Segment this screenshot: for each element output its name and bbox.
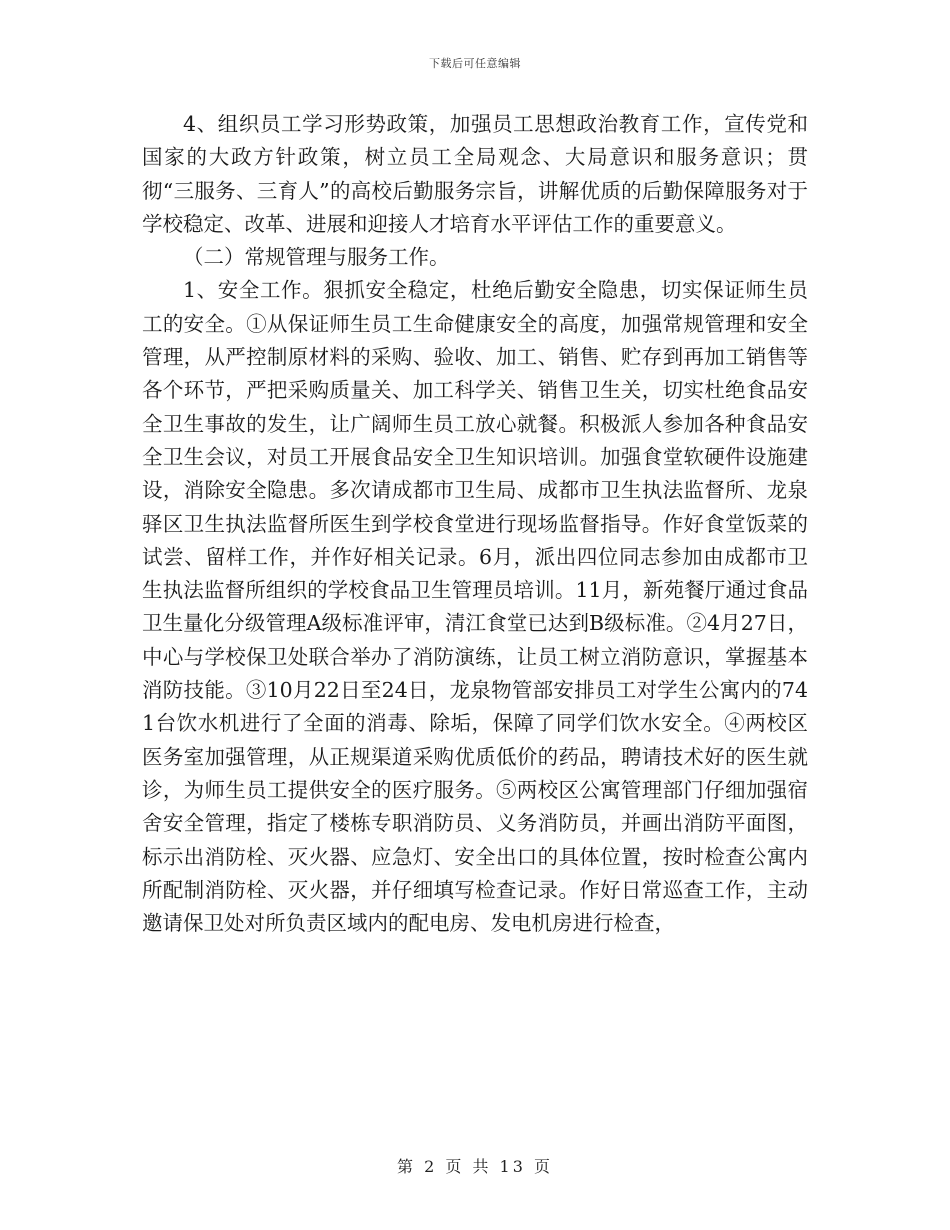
section-heading-routine-management: （二）常规管理与服务工作。 — [183, 245, 450, 270]
document-body — [142, 108, 808, 940]
paragraph-safety-work: 1、安全工作。狠抓安全稳定，杜绝后勤安全隐患，切实保证师生员工的安全。①从保证师生员工生命健康安全的高度，加强常规管理和安全管理，从严控制原材料的采购、验收、加工、销售、贮存到再加工销售等各个环节，严把采购质量关、加工科学关、销售卫生关，切实杜绝食品安全卫生事故的发生，让广阔师生员工放心就餐。积极派人参加各种食品安全卫生会议，对员工开展食品安全卫生知识培训。加强食堂软硬件设施建设，消除安全隐患。多次请成都市卫生局、成都市卫生执法监督所、龙泉驿区卫生执法监督所医生到学校食堂进行现场监督指导。作好食堂饭菜的试尝、留样工作，并作好相关记录。6月，派出四位同志参加由成都市卫生执法监督所组织的学校食品卫生管理员培训。11月，新苑餐厅通过食品卫生量化分级管理A级标准评审，清江食堂已达到B级标准。②4月27日，中心与学校保卫处联合举办了消防演练，让员工树立消防意识，掌握基本消防技能。③10月22日至24日，龙泉物管部安排员工对学生公寓内的741台饮水机进行了全面的消毒、除垢，保障了同学们饮水安全。④两校区医务室加强管理，从正规渠道采购优质低价的药品，聘请技术好的医生就诊，为师生员工提供安全的医疗服务。⑤两校区公寓管理部门仔细加强宿舍安全管理，指定了楼栋专职消防员、义务消防员，并画出消防平面图，标示出消防栓、灭火器、应急灯、安全出口的具体位置，按时检查公寓内所配制消防栓、灭火器，并仔细填写检查记录。作好日常巡查工作，主动邀请保卫处对所负责区域内的配电房、发电机房进行检查， — [142, 278, 808, 936]
paragraph-political-education: 4、组织员工学习形势政策，加强员工思想政治教育工作，宣传党和国家的大政方针政策，树立员工全局观念、大局意识和服务意识；贯彻“三服务、三育人”的高校后勤服务宗旨，讲解优质的后勤保障服务对于学校稳定、改革、进展和迎接人才培育水平评估工作的重要意义。 — [142, 112, 808, 236]
page-number-footer: 第 2 页 共 13 页 — [397, 1157, 553, 1176]
page-header-note: 下载后可任意编辑 — [429, 57, 521, 70]
